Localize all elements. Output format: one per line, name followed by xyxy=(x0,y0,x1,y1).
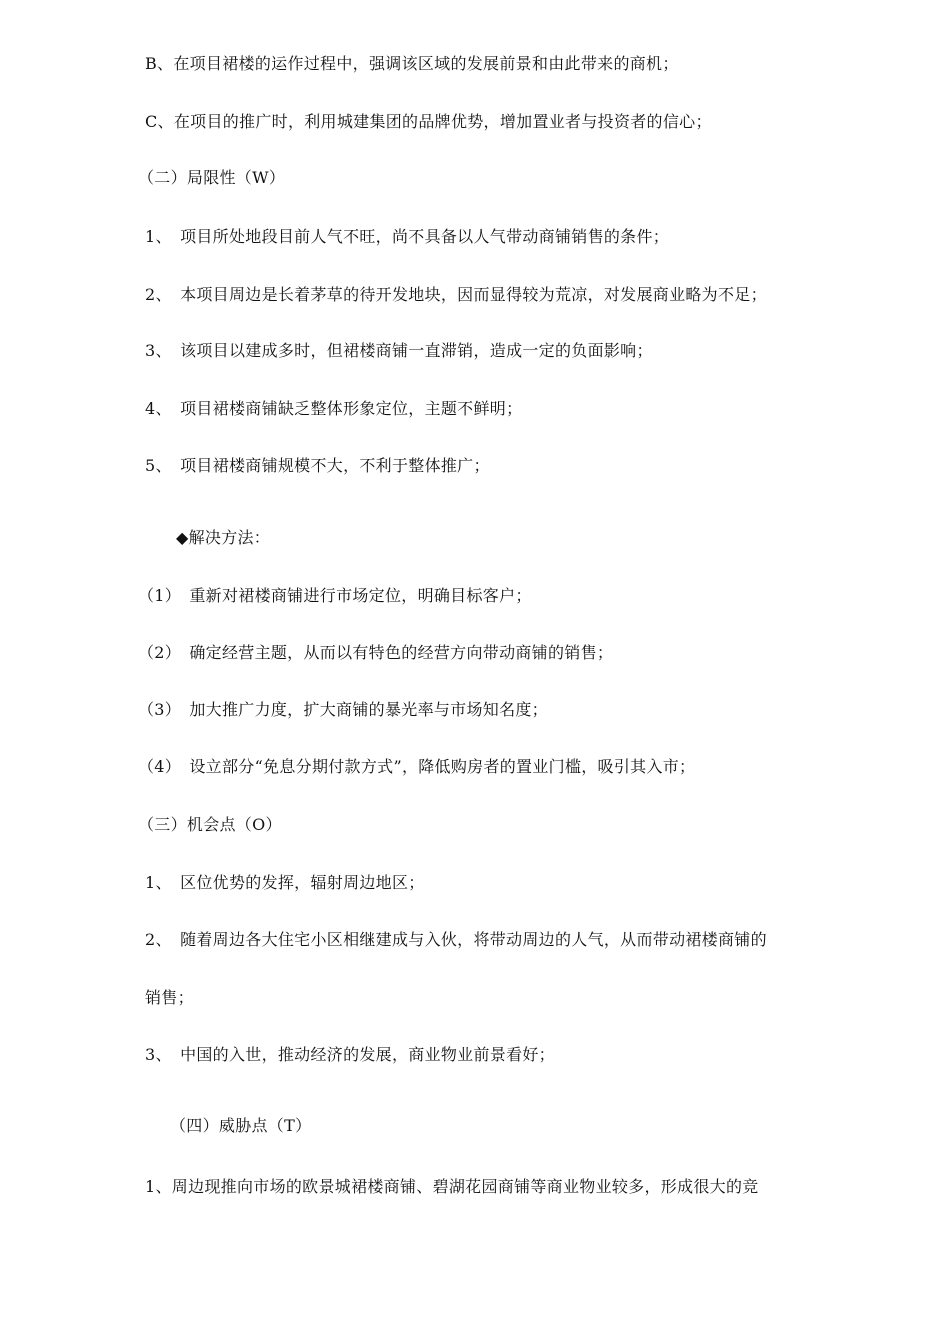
section-heading: （三）机会点（O） xyxy=(138,815,282,834)
text-line: C、在项目的推广时，利用城建集团的品牌优势，增加置业者与投资者的信心； xyxy=(145,112,712,131)
subsection-heading: ◆解决方法： xyxy=(176,528,271,547)
text-line: 1、 项目所处地段目前人气不旺，尚不具备以人气带动商铺销售的条件； xyxy=(145,227,670,246)
text-line: （4） 设立部分“免息分期付款方式”，降低购房者的置业门槛，吸引其入市； xyxy=(138,757,696,776)
text-line: 1、周边现推向市场的欧景城裙楼商铺、碧湖花园商铺等商业物业较多，形成很大的竞 xyxy=(145,1177,759,1196)
text-line: 4、 项目裙楼商铺缺乏整体形象定位，主题不鲜明； xyxy=(145,399,523,418)
text-line: 3、 中国的入世，推动经济的发展，商业物业前景看好； xyxy=(145,1045,555,1064)
text-line: （1） 重新对裙楼商铺进行市场定位，明确目标客户； xyxy=(138,586,532,605)
text-line: B、在项目裙楼的运作过程中，强调该区域的发展前景和由此带来的商机； xyxy=(145,54,679,73)
text-line: 3、 该项目以建成多时，但裙楼商铺一直滞销，造成一定的负面影响； xyxy=(145,341,653,360)
section-heading: （四）威胁点（T） xyxy=(170,1116,312,1135)
text-line: 1、 区位优势的发挥，辐射周边地区； xyxy=(145,873,425,892)
text-line: （2） 确定经营主题，从而以有特色的经营方向带动商铺的销售； xyxy=(138,643,614,662)
text-line: 2、 随着周边各大住宅小区相继建成与入伙，将带动周边的人气，从而带动裙楼商铺的 xyxy=(145,930,767,949)
text-line: （3） 加大推广力度，扩大商铺的暴光率与市场知名度； xyxy=(138,700,548,719)
section-heading: （二）局限性（W） xyxy=(138,168,286,187)
text-line: 2、 本项目周边是长着茅草的待开发地块，因而显得较为荒凉，对发展商业略为不足； xyxy=(145,285,767,304)
text-line: 5、 项目裙楼商铺规模不大，不利于整体推广； xyxy=(145,456,490,475)
text-line: 销售； xyxy=(145,988,194,1007)
